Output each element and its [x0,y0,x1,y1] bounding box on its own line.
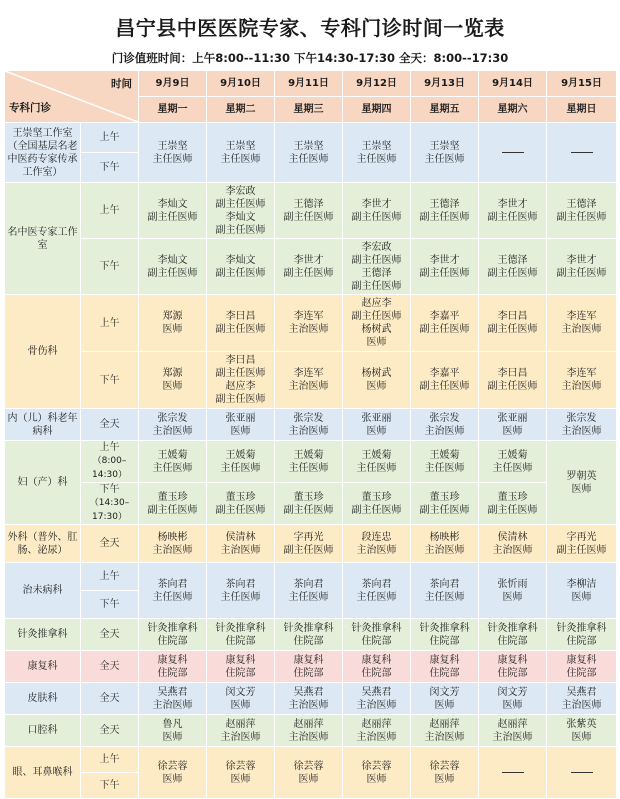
doctor-cell: 王媛菊 主任医师 [479,441,547,483]
doctor-cell: 王崇坚 主任医师 [275,123,343,183]
session-all: 全天 [81,409,139,441]
doctor-cell: 康复科 住院部 [275,651,343,683]
weekday-header: 星期四 [343,97,411,123]
session-pm: 下午 [81,352,139,409]
session-pm-time: （14:30–17:30） [89,498,130,522]
doctor-cell: 郑源 医师 [139,295,207,352]
doctor-cell: 李世才 副主任医师 [547,239,617,295]
dept-neike: 内（儿）科老年病科 [5,409,81,441]
doctor-cell: 徐芸蓉 医师 [139,747,207,799]
no-clinic-dash [479,123,547,183]
date-header: 9月14日 [479,71,547,97]
weekday-header: 星期三 [275,97,343,123]
doctor-cell: 王媛菊 主任医师 [139,441,207,483]
corner-time-label: 时间 [111,78,132,90]
doctor-cell: 针灸推拿科 住院部 [547,619,617,651]
doctor-cell: 康复科 住院部 [139,651,207,683]
doctor-cell: 王德泽 副主任医师 [275,183,343,239]
doctor-cell: 茶向君 主任医师 [139,563,207,619]
doctor-cell: 王德泽 副主任医师 [547,183,617,239]
doctor-cell: 徐芸蓉 医师 [275,747,343,799]
doctor-cell: 李灿文 副主任医师 [139,183,207,239]
session-pm-timed [81,483,139,525]
doctor-cell: 董玉珍 副主任医师 [139,483,207,525]
doctor-cell: 张亚丽 医师 [479,409,547,441]
no-clinic-dash [479,747,547,799]
doctor-cell: 杨树武 医师 [343,352,411,409]
session-pm: 下午 [81,591,139,619]
doctor-cell: 王德泽 副主任医师 [479,239,547,295]
date-header: 9月15日 [547,71,617,97]
weekday-header: 星期六 [479,97,547,123]
doctor-cell: 李曰昌 副主任医师 [207,295,275,352]
doctor-cell: 李曰昌 副主任医师 赵应李 副主任医师 [207,352,275,409]
doctor-cell: 王崇坚 主任医师 [411,123,479,183]
dept-pifu: 皮肤科 [5,683,81,715]
doctor-cell: 董玉珍 副主任医师 [343,483,411,525]
doctor-cell: 王媛菊 主任医师 [411,441,479,483]
session-pm: 下午 [81,773,139,799]
doctor-cell: 鲁凡 医师 [139,715,207,747]
doctor-cell: 赵丽萍 主治医师 [275,715,343,747]
session-am: 上午 [99,442,120,453]
doctor-cell: 侯清林 主治医师 [207,525,275,563]
doctor-cell: 康复科 住院部 [411,651,479,683]
doctor-cell: 赵丽萍 主治医师 [343,715,411,747]
doctor-cell: 李嘉平 副主任医师 [411,295,479,352]
doctor-cell: 郑源 医师 [139,352,207,409]
doctor-cell: 茶向君 主任医师 [411,563,479,619]
doctor-cell: 徐芸蓉 医师 [411,747,479,799]
doctor-cell: 针灸推拿科 住院部 [343,619,411,651]
doctor-cell: 张亚丽 医师 [207,409,275,441]
doctor-cell: 张宗发 主治医师 [547,409,617,441]
dept-gushang: 骨伤科 [5,295,81,409]
doctor-cell: 王崇坚 主任医师 [343,123,411,183]
corner-header [5,71,139,123]
schedule-table [4,70,617,799]
doctor-cell: 张亚丽 医师 [343,409,411,441]
no-clinic-dash [547,123,617,183]
doctor-cell: 张宗发 主治医师 [275,409,343,441]
date-header: 9月10日 [207,71,275,97]
doctor-cell: 闵文芳 医师 [479,683,547,715]
doctor-cell: 闵文芳 医师 [411,683,479,715]
doctor-cell: 吴燕君 主治医师 [139,683,207,715]
session-am: 上午 [81,123,139,153]
doctor-cell: 李连军 主治医师 [547,352,617,409]
doctor-cell: 康复科 住院部 [479,651,547,683]
doctor-cell: 李宏政 副主任医师 李灿文 副主任医师 [207,183,275,239]
doctor-cell: 徐芸蓉 医师 [207,747,275,799]
dept-yanerbi: 眼、耳鼻喉科 [5,747,81,799]
dept-mingyi-studio: 名中医专家工作室 [5,183,81,295]
date-header: 9月9日 [139,71,207,97]
doctor-cell: 王媛菊 主任医师 [207,441,275,483]
doctor-cell: 李世才 副主任医师 [479,183,547,239]
session-all: 全天 [81,715,139,747]
weekday-header: 星期日 [547,97,617,123]
doctor-cell: 赵丽萍 主治医师 [479,715,547,747]
clinic-hours: 门诊值班时间：上午8:00--11:30 下午14:30-17:30 全天：8:00--17:30 [111,51,509,65]
doctor-cell: 赵应李 副主任医师 杨树武 医师 [343,295,411,352]
no-clinic-dash [547,747,617,799]
doctor-cell: 吴燕君 主治医师 [275,683,343,715]
doctor-cell: 李曰昌 副主任医师 [479,352,547,409]
doctor-cell: 吴燕君 主治医师 [343,683,411,715]
doctor-cell: 董玉珍 副主任医师 [207,483,275,525]
doctor-cell: 李灿文 副主任医师 [207,239,275,295]
session-am: 上午 [81,747,139,773]
doctor-cell: 王崇坚 主任医师 [207,123,275,183]
doctor-cell: 茶向君 主任医师 [275,563,343,619]
doctor-cell: 王媛菊 主任医师 [275,441,343,483]
weekday-header: 星期二 [207,97,275,123]
dept-waike: 外科（普外、肛肠、泌尿） [5,525,81,563]
doctor-cell: 王媛菊 主任医师 [343,441,411,483]
date-header: 9月13日 [411,71,479,97]
doctor-cell: 杨映彬 主治医师 [411,525,479,563]
doctor-cell: 李世才 副主任医师 [411,239,479,295]
doctor-cell: 字再光 副主任医师 [547,525,617,563]
doctor-cell: 针灸推拿科 住院部 [479,619,547,651]
doctor-cell: 茶向君 主任医师 [207,563,275,619]
doctor-cell: 赵丽萍 主治医师 [207,715,275,747]
date-header: 9月12日 [343,71,411,97]
session-all: 全天 [81,619,139,651]
doctor-cell: 康复科 住院部 [343,651,411,683]
dept-kangfu: 康复科 [5,651,81,683]
dept-wang-studio: 王崇坚工作室（全国基层名老中医药专家传承工作室） [5,123,81,183]
doctor-cell: 李嘉平 副主任医师 [411,352,479,409]
doctor-cell: 李曰昌 副主任医师 [479,295,547,352]
doctor-cell: 董玉珍 副主任医师 [275,483,343,525]
doctor-cell: 李世才 副主任医师 [275,239,343,295]
doctor-cell: 闵文芳 医师 [207,683,275,715]
doctor-cell: 针灸推拿科 住院部 [411,619,479,651]
doctor-cell: 徐芸蓉 医师 [343,747,411,799]
session-pm: 下午 [81,153,139,183]
dept-zhenjiu: 针灸推拿科 [5,619,81,651]
doctor-cell: 李柳洁 医师 [547,563,617,619]
doctor-cell: 张宗发 主治医师 [139,409,207,441]
session-am-timed [81,441,139,483]
doctor-cell: 张宗发 主治医师 [411,409,479,441]
session-am-time: （8:00–14:30） [92,456,127,480]
doctor-cell: 康复科 住院部 [207,651,275,683]
doctor-cell: 康复科 住院部 [547,651,617,683]
doctor-cell: 吴燕君 主治医师 [547,683,617,715]
session-am: 上午 [81,183,139,239]
doctor-cell: 杨映彬 主治医师 [139,525,207,563]
doctor-cell: 针灸推拿科 住院部 [207,619,275,651]
doctor-cell: 李连军 主治医师 [275,295,343,352]
session-pm: 下午 [81,239,139,295]
weekday-header: 星期五 [411,97,479,123]
session-all: 全天 [81,683,139,715]
doctor-cell: 王德泽 副主任医师 [411,183,479,239]
dept-kouqiang: 口腔科 [5,715,81,747]
doctor-cell: 段连忠 主治医师 [343,525,411,563]
doctor-cell: 茶向君 主任医师 [343,563,411,619]
dept-zhiwei: 治未病科 [5,563,81,619]
dept-fuke: 妇（产）科 [5,441,81,525]
doctor-cell: 张紫英 医师 [547,715,617,747]
doctor-cell: 字再光 副主任医师 [275,525,343,563]
doctor-cell: 李世才 副主任医师 [343,183,411,239]
session-all: 全天 [81,525,139,563]
page-title: 昌宁县中医医院专家、专科门诊时间一览表 [115,16,505,40]
date-header: 9月11日 [275,71,343,97]
doctor-cell: 针灸推拿科 住院部 [139,619,207,651]
doctor-cell: 李宏政 副主任医师 王德泽 副主任医师 [343,239,411,295]
corner-dept-label: 专科门诊 [9,102,51,114]
doctor-cell: 王崇坚 主任医师 [139,123,207,183]
doctor-cell: 针灸推拿科 住院部 [275,619,343,651]
doctor-cell: 李连军 主治医师 [547,295,617,352]
doctor-cell: 侯清林 主治医师 [479,525,547,563]
doctor-cell: 李灿文 副主任医师 [139,239,207,295]
doctor-cell: 罗朝英 医师 [547,441,617,525]
doctor-cell: 董玉珍 副主任医师 [411,483,479,525]
session-am: 上午 [81,295,139,352]
doctor-cell: 李连军 主治医师 [275,352,343,409]
session-am: 上午 [81,563,139,591]
doctor-cell: 赵丽萍 主治医师 [411,715,479,747]
session-pm: 下午 [99,484,120,495]
doctor-cell: 张忻雨 医师 [479,563,547,619]
session-all: 全天 [81,651,139,683]
doctor-cell: 董玉珍 副主任医师 [479,483,547,525]
weekday-header: 星期一 [139,97,207,123]
